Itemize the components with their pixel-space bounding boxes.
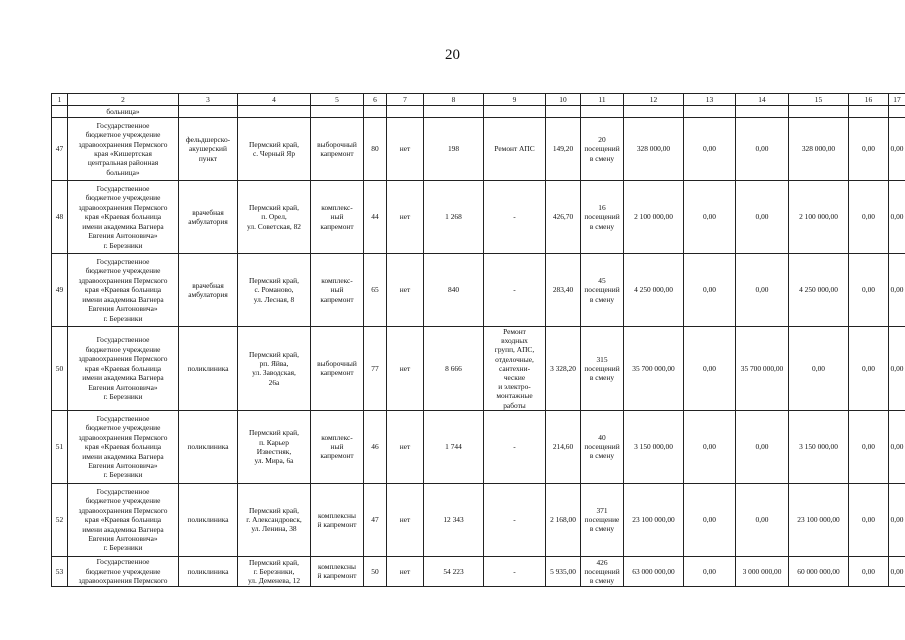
- cell-address: [238, 181, 311, 254]
- cell-total-cost: [624, 118, 684, 181]
- cell-capacity: [581, 254, 624, 327]
- cell-facility-type: [179, 254, 238, 327]
- cell-work-type: [484, 483, 546, 556]
- empty-cell: [789, 106, 849, 118]
- col13-value: 0,00: [703, 285, 716, 295]
- cell-col15-value: [789, 410, 849, 483]
- facility-type: поликлиника: [187, 566, 229, 576]
- cell-flag-value: [387, 483, 424, 556]
- column-number-row: [52, 94, 905, 106]
- capacity: 40 посещений в смену: [584, 433, 620, 461]
- col15-value: 23 100 000,00: [797, 515, 840, 525]
- cell-col15-value: [789, 556, 849, 586]
- cell-repair-type: [311, 410, 364, 483]
- flag-value: нет: [399, 442, 411, 452]
- flag-value: нет: [399, 363, 411, 373]
- cell-col13-value: [684, 556, 736, 586]
- col14-value: 0,00: [755, 285, 769, 295]
- repair-type: комплекс- ный капремонт: [320, 203, 354, 231]
- row-number: 53: [55, 566, 64, 576]
- year-value: 46: [371, 442, 379, 452]
- empty-cell: [387, 106, 424, 118]
- total-cost: 23 100 000,00: [632, 515, 675, 525]
- empty-cell: [484, 106, 546, 118]
- cell-col13-value: [684, 181, 736, 254]
- cell-institution-name: [68, 118, 179, 181]
- empty-cell: [311, 106, 364, 118]
- cell-col16-value: [849, 254, 889, 327]
- col10-value: 5 935,00: [550, 566, 576, 576]
- work-type: -: [513, 442, 516, 452]
- address: Пермский край, п. Карьер Известняк, ул. Мира, 6а: [249, 428, 299, 466]
- work-type: -: [513, 212, 516, 222]
- repair-type: комплекс- ный капремонт: [320, 276, 354, 304]
- empty-cell: [849, 106, 889, 118]
- cell-total-cost: [624, 181, 684, 254]
- empty-cell: [889, 106, 905, 118]
- col14-value: 0,00: [755, 442, 769, 452]
- cell-col14-value: [736, 181, 789, 254]
- capacity: 45 посещений в смену: [584, 276, 620, 304]
- cell-flag-value: [387, 556, 424, 586]
- cell-col10-value: [546, 254, 581, 327]
- area-value: 12 343: [443, 515, 464, 525]
- cell-col17-value: [889, 181, 905, 254]
- cell-facility-type: [179, 327, 238, 411]
- empty-cell: [52, 106, 68, 118]
- col10-value: 2 168,00: [550, 515, 576, 525]
- institution-name: Государственное бюджетное учреждение здравоохранения Пермского края «Краевая больница имени академика Вагнера Евгения Антоновича» г. Березники: [78, 413, 168, 480]
- institution-name: Государственное бюджетное учреждение здравоохранения Пермского края «Краевая больница имени академика Вагнера Евгения Антоновича» г. Березники: [78, 335, 168, 401]
- cell-col10-value: [546, 410, 581, 483]
- cell-row-number: [52, 181, 68, 254]
- flag-value: нет: [399, 212, 411, 222]
- col14-value: 3 000 000,00: [742, 566, 782, 576]
- cell-col15-value: [789, 254, 849, 327]
- address: Пермский край, г. Березники, ул. Деменева, 12: [247, 557, 301, 585]
- column-number: 15: [789, 94, 849, 106]
- cell-row-number: [52, 556, 68, 586]
- cell-col15-value: [789, 327, 849, 411]
- continuation-text: больница»: [68, 106, 179, 118]
- cell-institution-name: [68, 181, 179, 254]
- col10-value: 149,20: [552, 144, 574, 154]
- cell-col10-value: [546, 118, 581, 181]
- cell-year-value: [364, 327, 387, 411]
- cell-capacity: [581, 118, 624, 181]
- institution-name: Государственное бюджетное учреждение здравоохранения Пермского: [78, 557, 168, 586]
- cell-facility-type: [179, 181, 238, 254]
- flag-value: нет: [399, 566, 411, 576]
- col10-value: 283,40: [552, 285, 574, 295]
- cell-address: [238, 254, 311, 327]
- col17-value: 0,00: [890, 144, 904, 154]
- cell-year-value: [364, 483, 387, 556]
- column-number: 16: [849, 94, 889, 106]
- cell-col13-value: [684, 327, 736, 411]
- col10-value: 426,70: [552, 212, 574, 222]
- cell-col17-value: [889, 118, 905, 181]
- column-number: 14: [736, 94, 789, 106]
- cell-row-number: [52, 483, 68, 556]
- cell-col10-value: [546, 483, 581, 556]
- col17-value: 0,00: [890, 363, 904, 373]
- capacity: 315 посещений в смену: [584, 354, 620, 383]
- cell-facility-type: [179, 410, 238, 483]
- table-row: [52, 410, 905, 483]
- cell-institution-name: [68, 254, 179, 327]
- col15-value: 60 000 000,00: [797, 566, 840, 576]
- column-number: 10: [546, 94, 581, 106]
- empty-cell: [624, 106, 684, 118]
- cell-total-cost: [624, 410, 684, 483]
- cell-col14-value: [736, 556, 789, 586]
- cell-flag-value: [387, 118, 424, 181]
- row-number: 52: [55, 515, 64, 525]
- col15-value: 3 150 000,00: [799, 442, 838, 452]
- cell-col14-value: [736, 254, 789, 327]
- column-number: 5: [311, 94, 364, 106]
- table-row: [52, 327, 905, 411]
- area-value: 1 268: [445, 212, 462, 222]
- institution-name: Государственное бюджетное учреждение здравоохранения Пермского края «Краевая больница имени академика Вагнера Евгения Антоновича» г. Березники: [78, 184, 168, 250]
- column-number: 8: [424, 94, 484, 106]
- institution-name: Государственное бюджетное учреждение здравоохранения Пермского края «Краевая больница имени академика Вагнера Евгения Антоновича» г. Березники: [78, 257, 168, 323]
- capacity: 20 посещений в смену: [584, 135, 620, 163]
- work-type: Ремонт АПС: [494, 144, 535, 154]
- cell-work-type: [484, 327, 546, 411]
- empty-cell: [364, 106, 387, 118]
- repair-type: выборочный капремонт: [317, 359, 357, 378]
- cell-flag-value: [387, 410, 424, 483]
- cell-col14-value: [736, 327, 789, 411]
- table-row: [52, 483, 905, 556]
- empty-cell: [684, 106, 736, 118]
- facility-type: поликлиника: [187, 515, 229, 525]
- cell-total-cost: [624, 556, 684, 586]
- cell-col10-value: [546, 181, 581, 254]
- cell-col14-value: [736, 483, 789, 556]
- cell-capacity: [581, 181, 624, 254]
- cell-flag-value: [387, 327, 424, 411]
- col13-value: 0,00: [703, 566, 716, 576]
- col13-value: 0,00: [703, 515, 716, 525]
- repair-type: комплексны й капремонт: [317, 510, 357, 529]
- col17-value: 0,00: [890, 212, 904, 222]
- cell-area-value: [424, 254, 484, 327]
- col13-value: 0,00: [703, 442, 716, 452]
- col14-value: 35 700 000,00: [740, 363, 784, 373]
- total-cost: 328 000,00: [636, 144, 671, 154]
- table-row: [52, 254, 905, 327]
- empty-cell: [179, 106, 238, 118]
- cell-repair-type: [311, 556, 364, 586]
- cell-col13-value: [684, 118, 736, 181]
- cell-col13-value: [684, 410, 736, 483]
- empty-cell: [736, 106, 789, 118]
- area-value: 198: [447, 144, 460, 154]
- col16-value: 0,00: [862, 212, 875, 222]
- col15-value: 2 100 000,00: [799, 212, 838, 222]
- cell-col17-value: [889, 327, 905, 411]
- col16-value: 0,00: [862, 363, 875, 373]
- table-row: [52, 556, 905, 586]
- col15-value: 4 250 000,00: [799, 285, 838, 295]
- empty-cell: [546, 106, 581, 118]
- row-number: 48: [55, 212, 64, 222]
- column-number: 2: [68, 94, 179, 106]
- cell-col16-value: [849, 181, 889, 254]
- cell-area-value: [424, 181, 484, 254]
- empty-cell: [424, 106, 484, 118]
- table-row: [52, 181, 905, 254]
- column-number: 13: [684, 94, 736, 106]
- cell-flag-value: [387, 254, 424, 327]
- col17-value: 0,00: [890, 442, 904, 452]
- col16-value: 0,00: [862, 144, 875, 154]
- cell-address: [238, 118, 311, 181]
- cell-col14-value: [736, 410, 789, 483]
- cell-row-number: [52, 327, 68, 411]
- repair-type: выборочный капремонт: [317, 139, 357, 158]
- cell-year-value: [364, 254, 387, 327]
- continuation-row: [52, 106, 905, 118]
- row-number: 49: [55, 285, 64, 295]
- column-number: 17: [889, 94, 905, 106]
- year-value: 77: [371, 363, 379, 373]
- empty-cell: [581, 106, 624, 118]
- col17-value: 0,00: [890, 285, 904, 295]
- capacity: 16 посещений в смену: [584, 203, 620, 231]
- cell-address: [238, 327, 311, 411]
- cell-col17-value: [889, 483, 905, 556]
- cell-col15-value: [789, 118, 849, 181]
- cell-institution-name: [68, 327, 179, 411]
- row-number: 50: [55, 363, 64, 373]
- total-cost: 63 000 000,00: [632, 566, 675, 576]
- address: Пермский край, с. Черный Яр: [249, 139, 299, 158]
- year-value: 80: [371, 144, 379, 154]
- column-number: 4: [238, 94, 311, 106]
- cell-flag-value: [387, 181, 424, 254]
- col10-value: 214,60: [552, 442, 574, 452]
- year-value: 65: [371, 285, 379, 295]
- cell-col16-value: [849, 118, 889, 181]
- row-number: 51: [55, 442, 64, 452]
- cell-total-cost: [624, 483, 684, 556]
- cell-col10-value: [546, 556, 581, 586]
- cell-work-type: [484, 181, 546, 254]
- year-value: 47: [371, 515, 379, 525]
- col16-value: 0,00: [862, 566, 875, 576]
- col16-value: 0,00: [862, 442, 875, 452]
- col15-value: 328 000,00: [801, 144, 836, 154]
- cell-col10-value: [546, 327, 581, 411]
- area-value: 54 223: [443, 566, 464, 576]
- cell-col17-value: [889, 254, 905, 327]
- cell-col13-value: [684, 483, 736, 556]
- cell-capacity: [581, 483, 624, 556]
- cell-col17-value: [889, 410, 905, 483]
- work-type: -: [513, 285, 516, 295]
- column-number: 1: [52, 94, 68, 106]
- facility-type: врачебная амбулатория: [188, 280, 228, 299]
- col17-value: 0,00: [890, 566, 904, 576]
- cell-col16-value: [849, 483, 889, 556]
- cell-year-value: [364, 118, 387, 181]
- cell-total-cost: [624, 327, 684, 411]
- repair-type: комплексны й капремонт: [317, 562, 357, 581]
- page-number: 20: [445, 47, 460, 63]
- column-number: 3: [179, 94, 238, 106]
- register-table: [51, 93, 905, 587]
- cell-col15-value: [789, 181, 849, 254]
- cell-address: [238, 556, 311, 586]
- cell-work-type: [484, 410, 546, 483]
- year-value: 44: [371, 212, 379, 222]
- col13-value: 0,00: [703, 363, 716, 373]
- col14-value: 0,00: [755, 212, 769, 222]
- cell-col13-value: [684, 254, 736, 327]
- cell-facility-type: [179, 483, 238, 556]
- cell-col16-value: [849, 327, 889, 411]
- cell-area-value: [424, 410, 484, 483]
- column-number: 7: [387, 94, 424, 106]
- cell-repair-type: [311, 118, 364, 181]
- flag-value: нет: [399, 515, 411, 525]
- cell-area-value: [424, 483, 484, 556]
- cell-repair-type: [311, 483, 364, 556]
- cell-year-value: [364, 556, 387, 586]
- cell-col17-value: [889, 556, 905, 586]
- cell-facility-type: [179, 118, 238, 181]
- cell-work-type: [484, 254, 546, 327]
- cell-year-value: [364, 410, 387, 483]
- cell-address: [238, 410, 311, 483]
- col10-value: 3 328,20: [550, 363, 576, 373]
- cell-area-value: [424, 118, 484, 181]
- column-number: 6: [364, 94, 387, 106]
- cell-address: [238, 483, 311, 556]
- cell-area-value: [424, 556, 484, 586]
- cell-row-number: [52, 118, 68, 181]
- cell-capacity: [581, 410, 624, 483]
- cell-row-number: [52, 254, 68, 327]
- cell-col14-value: [736, 118, 789, 181]
- address: Пермский край, г. Александровск, ул. Ленина, 38: [246, 506, 302, 534]
- address: Пермский край, с. Романово, ул. Лесная, 8: [249, 276, 299, 304]
- flag-value: нет: [399, 285, 411, 295]
- col15-value: 0,00: [812, 363, 825, 373]
- column-number: 9: [484, 94, 546, 106]
- col13-value: 0,00: [703, 212, 716, 222]
- table-row: [52, 118, 905, 181]
- area-value: 8 666: [445, 363, 462, 373]
- address: Пермский край, п. Орел, ул. Советская, 82: [247, 203, 301, 231]
- facility-type: поликлиника: [187, 363, 229, 373]
- row-number: 47: [55, 144, 64, 154]
- cell-repair-type: [311, 327, 364, 411]
- area-value: 1 744: [445, 442, 462, 452]
- total-cost: 4 250 000,00: [634, 285, 673, 295]
- repair-type: комплекс- ный капремонт: [320, 433, 354, 461]
- work-type: Ремонт входных групп, АПС, отделочные, сантехни- ческие и электро- монтажные работы: [494, 327, 535, 410]
- cell-col16-value: [849, 556, 889, 586]
- year-value: 50: [371, 566, 379, 576]
- facility-type: поликлиника: [187, 442, 229, 452]
- cell-total-cost: [624, 254, 684, 327]
- cell-work-type: [484, 118, 546, 181]
- column-number: 11: [581, 94, 624, 106]
- cell-year-value: [364, 181, 387, 254]
- cell-area-value: [424, 327, 484, 411]
- total-cost: 35 700 000,00: [632, 363, 675, 373]
- cell-capacity: [581, 327, 624, 411]
- cell-work-type: [484, 556, 546, 586]
- work-type: -: [513, 515, 516, 525]
- empty-cell: [238, 106, 311, 118]
- cell-col16-value: [849, 410, 889, 483]
- cell-repair-type: [311, 181, 364, 254]
- facility-type: фельдшерско- акушерский пункт: [185, 135, 231, 163]
- flag-value: нет: [399, 144, 411, 154]
- institution-name: Государственное бюджетное учреждение здравоохранения Пермского края «Краевая больница имени академика Вагнера Евгения Антоновича» г. Березники: [78, 486, 168, 553]
- capacity: 371 посещение в смену: [584, 506, 620, 534]
- cell-institution-name: [68, 556, 179, 586]
- total-cost: 3 150 000,00: [634, 442, 673, 452]
- col17-value: 0,00: [890, 515, 904, 525]
- col16-value: 0,00: [862, 515, 875, 525]
- column-number: 12: [624, 94, 684, 106]
- work-type: -: [513, 566, 516, 576]
- cell-row-number: [52, 410, 68, 483]
- cell-repair-type: [311, 254, 364, 327]
- cell-capacity: [581, 556, 624, 586]
- col13-value: 0,00: [703, 144, 716, 154]
- cell-col15-value: [789, 483, 849, 556]
- col14-value: 0,00: [755, 144, 769, 154]
- cell-institution-name: [68, 483, 179, 556]
- address: Пермский край, рп. Яйва, ул. Заводская, 26а: [249, 350, 299, 387]
- col14-value: 0,00: [755, 515, 769, 525]
- total-cost: 2 100 000,00: [634, 212, 673, 222]
- capacity: 426 посещений в смену: [584, 557, 620, 585]
- area-value: 840: [447, 285, 460, 295]
- facility-type: врачебная амбулатория: [188, 207, 228, 226]
- cell-facility-type: [179, 556, 238, 586]
- cell-institution-name: [68, 410, 179, 483]
- institution-name: Государственное бюджетное учреждение здравоохранения Пермского края «Кишертская центральная районная больница»: [78, 120, 168, 177]
- col16-value: 0,00: [862, 285, 875, 295]
